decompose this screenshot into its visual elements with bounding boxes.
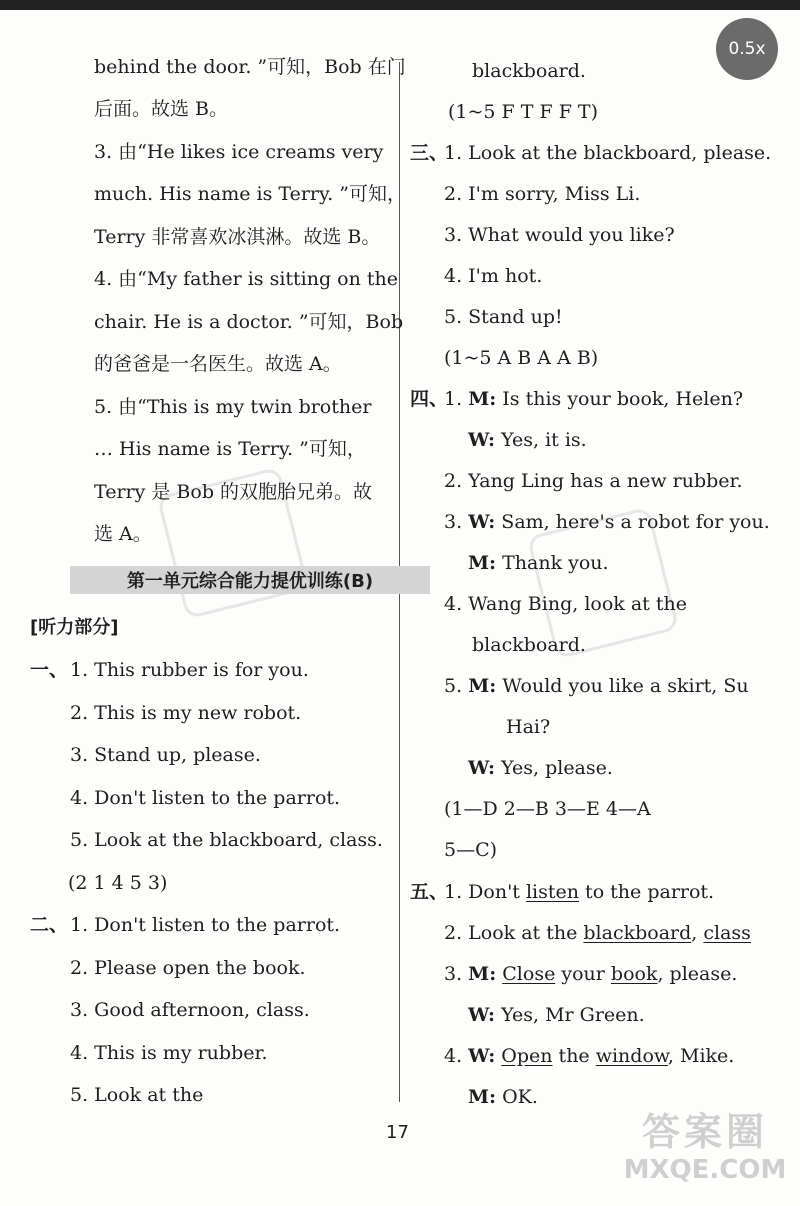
text-line: blackboard.	[472, 634, 586, 656]
section-title: 第一单元综合能力提优训练(B)	[70, 566, 430, 594]
part4-marker: 四、	[410, 388, 449, 410]
answer-word: window	[595, 1045, 668, 1067]
text-line: 5. 由“This is my twin brother	[94, 396, 372, 418]
speaker-label: M:	[468, 675, 497, 697]
listening-label: [听力部分]	[30, 617, 119, 638]
watermark-text: 答案圈	[641, 1110, 768, 1154]
text-fragment: 3.	[444, 963, 469, 985]
part5-marker: 五、	[410, 881, 449, 903]
text-fragment: to the parrot.	[579, 881, 715, 903]
answer-key: 5—C)	[444, 839, 498, 861]
list-item: 3. Good afternoon, class.	[70, 999, 310, 1021]
text-line: 3. 由“He likes ice creams very	[94, 141, 384, 163]
fill-in-line	[468, 1002, 645, 1028]
dialogue-line	[444, 509, 770, 535]
list-item: 2. This is my new robot.	[70, 702, 302, 724]
text-fragment: 4.	[444, 1045, 469, 1067]
speaker-label: M:	[468, 552, 497, 574]
text-fragment: 1. Don't	[444, 881, 526, 903]
speaker-label: W:	[468, 429, 496, 451]
utterance: Yes, it is.	[501, 429, 587, 451]
answer-key: (1—D 2—B 3—E 4—A	[444, 798, 651, 820]
list-item: 2. Yang Ling has a new rubber.	[444, 470, 743, 492]
fill-in-line	[444, 920, 751, 946]
fill-in-line	[444, 879, 714, 905]
list-item: 4. Wang Bing, look at the	[444, 593, 687, 615]
text-line: much. His name is Terry. ”可知，	[94, 183, 406, 205]
fill-in-line	[444, 1043, 734, 1069]
text-line: blackboard.	[472, 60, 586, 82]
text-fragment: OK.	[496, 1086, 538, 1108]
watermark-url: MXQE.COM	[623, 1155, 787, 1185]
part3-marker: 三、	[410, 142, 449, 164]
speaker-label: M:	[468, 963, 497, 985]
list-item: 2. I'm sorry, Miss Li.	[444, 183, 641, 205]
text-fragment: the	[552, 1045, 596, 1067]
dialogue-line	[444, 386, 743, 412]
item-number: 1.	[444, 388, 463, 410]
text-fragment: Yes, Mr Green.	[495, 1004, 645, 1026]
answer-key: (2 1 4 5 3)	[68, 872, 168, 894]
dialogue-line	[468, 755, 613, 781]
text-line: Terry 非常喜欢冰淇淋。故选 B。	[94, 226, 381, 248]
utterance: Is this your book, Helen?	[502, 388, 744, 410]
text-fragment: , please.	[657, 963, 738, 985]
list-item: 5. Look at the blackboard, class.	[70, 829, 383, 851]
answer-word: blackboard	[583, 922, 692, 944]
answer-key: (1~5 A B A A B)	[444, 347, 599, 369]
list-item: 5. Look at the	[70, 1084, 204, 1106]
list-item: 1. Don't listen to the parrot.	[70, 914, 341, 936]
text-line: 的爸爸是一名医生。故选 A。	[94, 353, 342, 375]
top-edge-bar	[0, 0, 800, 10]
answer-word: class	[703, 922, 751, 944]
speaker-label: M:	[468, 1086, 497, 1108]
text-line: 选 A。	[94, 523, 152, 545]
part2-marker: 二、	[30, 914, 69, 936]
utterance: Thank you.	[502, 552, 609, 574]
fill-in-line	[468, 1084, 538, 1110]
list-item: 3. Stand up, please.	[70, 744, 261, 766]
list-item: 4. This is my rubber.	[70, 1042, 268, 1064]
fill-in-line	[444, 961, 737, 987]
text-line: Hai?	[506, 716, 551, 738]
list-item: 5. Stand up!	[444, 306, 563, 328]
list-item: 4. Don't listen to the parrot.	[70, 787, 341, 809]
list-item: 1. Look at the blackboard, please.	[444, 142, 772, 164]
utterance: Sam, here's a robot for you.	[501, 511, 770, 533]
dialogue-line	[468, 427, 587, 453]
list-item: 2. Please open the book.	[70, 957, 306, 979]
dialogue-line	[444, 673, 749, 699]
watermark-logo	[620, 1110, 790, 1200]
item-number: 5.	[444, 675, 463, 697]
speaker-label: W:	[468, 511, 496, 533]
list-item: 3. What would you like?	[444, 224, 675, 246]
utterance: Yes, please.	[501, 757, 613, 779]
answer-word: book	[610, 963, 658, 985]
list-item: 1. This rubber is for you.	[70, 659, 309, 681]
speaker-label: W:	[468, 757, 496, 779]
playback-speed-button[interactable]: 0.5x	[716, 18, 778, 80]
text-line: 后面。故选 B。	[94, 98, 229, 120]
speaker-label: M:	[468, 388, 497, 410]
text-fragment: , Mike.	[667, 1045, 735, 1067]
utterance: Would you like a skirt, Su	[502, 675, 749, 697]
page-number: 17	[386, 1122, 409, 1143]
text-fragment: your	[555, 963, 611, 985]
text-line: behind the door. ”可知，Bob 在门	[94, 56, 406, 78]
answer-key: (1~5 F T F F T)	[448, 101, 599, 123]
part1-marker: 一、	[30, 659, 69, 681]
text-fragment: ,	[691, 922, 704, 944]
answer-word: listen	[525, 881, 580, 903]
text-line: Terry 是 Bob 的双胞胎兄弟。故	[94, 481, 373, 503]
speaker-label: W:	[468, 1045, 496, 1067]
text-line: chair. He is a doctor. ”可知，Bob	[94, 311, 404, 333]
dialogue-line	[468, 550, 609, 576]
text-line: … His name is Terry. ”可知，	[94, 438, 366, 460]
answer-word: Close	[502, 963, 556, 985]
answer-word: Open	[501, 1045, 553, 1067]
item-number: 3.	[444, 511, 463, 533]
text-fragment: 2. Look at the	[444, 922, 584, 944]
text-line: 4. 由“My father is sitting on the	[94, 268, 399, 290]
list-item: 4. I'm hot.	[444, 265, 543, 287]
speaker-label: W:	[468, 1004, 496, 1026]
